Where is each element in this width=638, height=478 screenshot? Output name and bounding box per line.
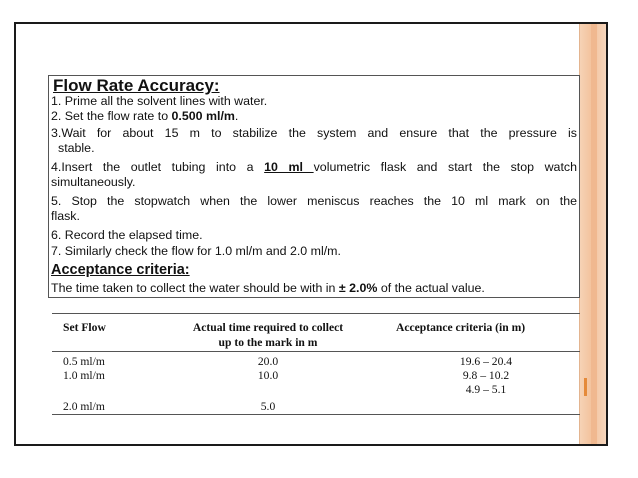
acceptance-heading: Acceptance criteria: [51, 262, 190, 278]
table-row-2-flow: 1.0 ml/m [63, 369, 105, 382]
orange-mark [584, 378, 587, 396]
acceptance-tolerance: ± 2.0% [338, 281, 378, 295]
table-row-1-flow: 0.5 ml/m [63, 355, 105, 368]
table-row-1-criteria: 19.6 – 20.4 [459, 355, 513, 368]
step-4-line-2: simultaneously. [51, 175, 136, 189]
table-bottom-rule [52, 414, 580, 415]
acceptance-text-post: of the actual value. [377, 281, 485, 295]
table-row-2-time: 10.0 [257, 369, 279, 382]
table-row-3-criteria: 4.9 – 5.1 [465, 383, 507, 396]
header-set-flow: Set Flow [63, 321, 106, 334]
step-1: 1. Prime all the solvent lines with water. [51, 94, 268, 108]
step-7: 7. Similarly check the flow for 1.0 ml/m and 2.0 ml/m. [51, 244, 341, 258]
step-2-flow-rate: 0.500 ml/m [171, 109, 235, 123]
step-3-line-2: stable. [58, 141, 95, 155]
acceptance-text-pre: The time taken to collect the water should be with in [51, 281, 339, 295]
step-4-pre: 4.Insert the outlet tubing into a [51, 160, 265, 174]
step-6: 6. Record the elapsed time. [51, 228, 203, 242]
table-row-1-time: 20.0 [257, 355, 279, 368]
step-3-line-1: 3.Wait for about 15 m to stabilize the system and ensure that the pressure is [51, 126, 577, 140]
step-4-volume: 10 ml [264, 160, 314, 174]
header-actual-time-1: Actual time required to collect [192, 321, 344, 334]
header-actual-time-2: up to the mark in m [218, 336, 318, 349]
table-top-rule [52, 313, 580, 314]
step-2 [51, 109, 238, 124]
header-criteria: Acceptance criteria (in m) [396, 321, 526, 334]
side-stripe-inner [591, 24, 597, 444]
step-5-line-1: 5. Stop the stopwatch when the lower meniscus reaches the 10 ml mark on the [51, 194, 577, 208]
step-4-line-1 [51, 160, 577, 175]
step-5-line-2: flask. [51, 209, 80, 223]
table-row-4-flow: 2.0 ml/m [63, 400, 105, 413]
step-2-pre: 2. Set the flow rate to [51, 109, 172, 123]
step-2-post: . [234, 109, 239, 123]
step-4-post: volumetric flask and start the stop watch [313, 160, 577, 174]
table-row-2-criteria: 9.8 – 10.2 [462, 369, 510, 382]
table-header-rule [52, 351, 580, 352]
page-title: Flow Rate Accuracy: [53, 76, 220, 95]
acceptance-text [51, 281, 485, 296]
table-row-4-time: 5.0 [260, 400, 276, 413]
